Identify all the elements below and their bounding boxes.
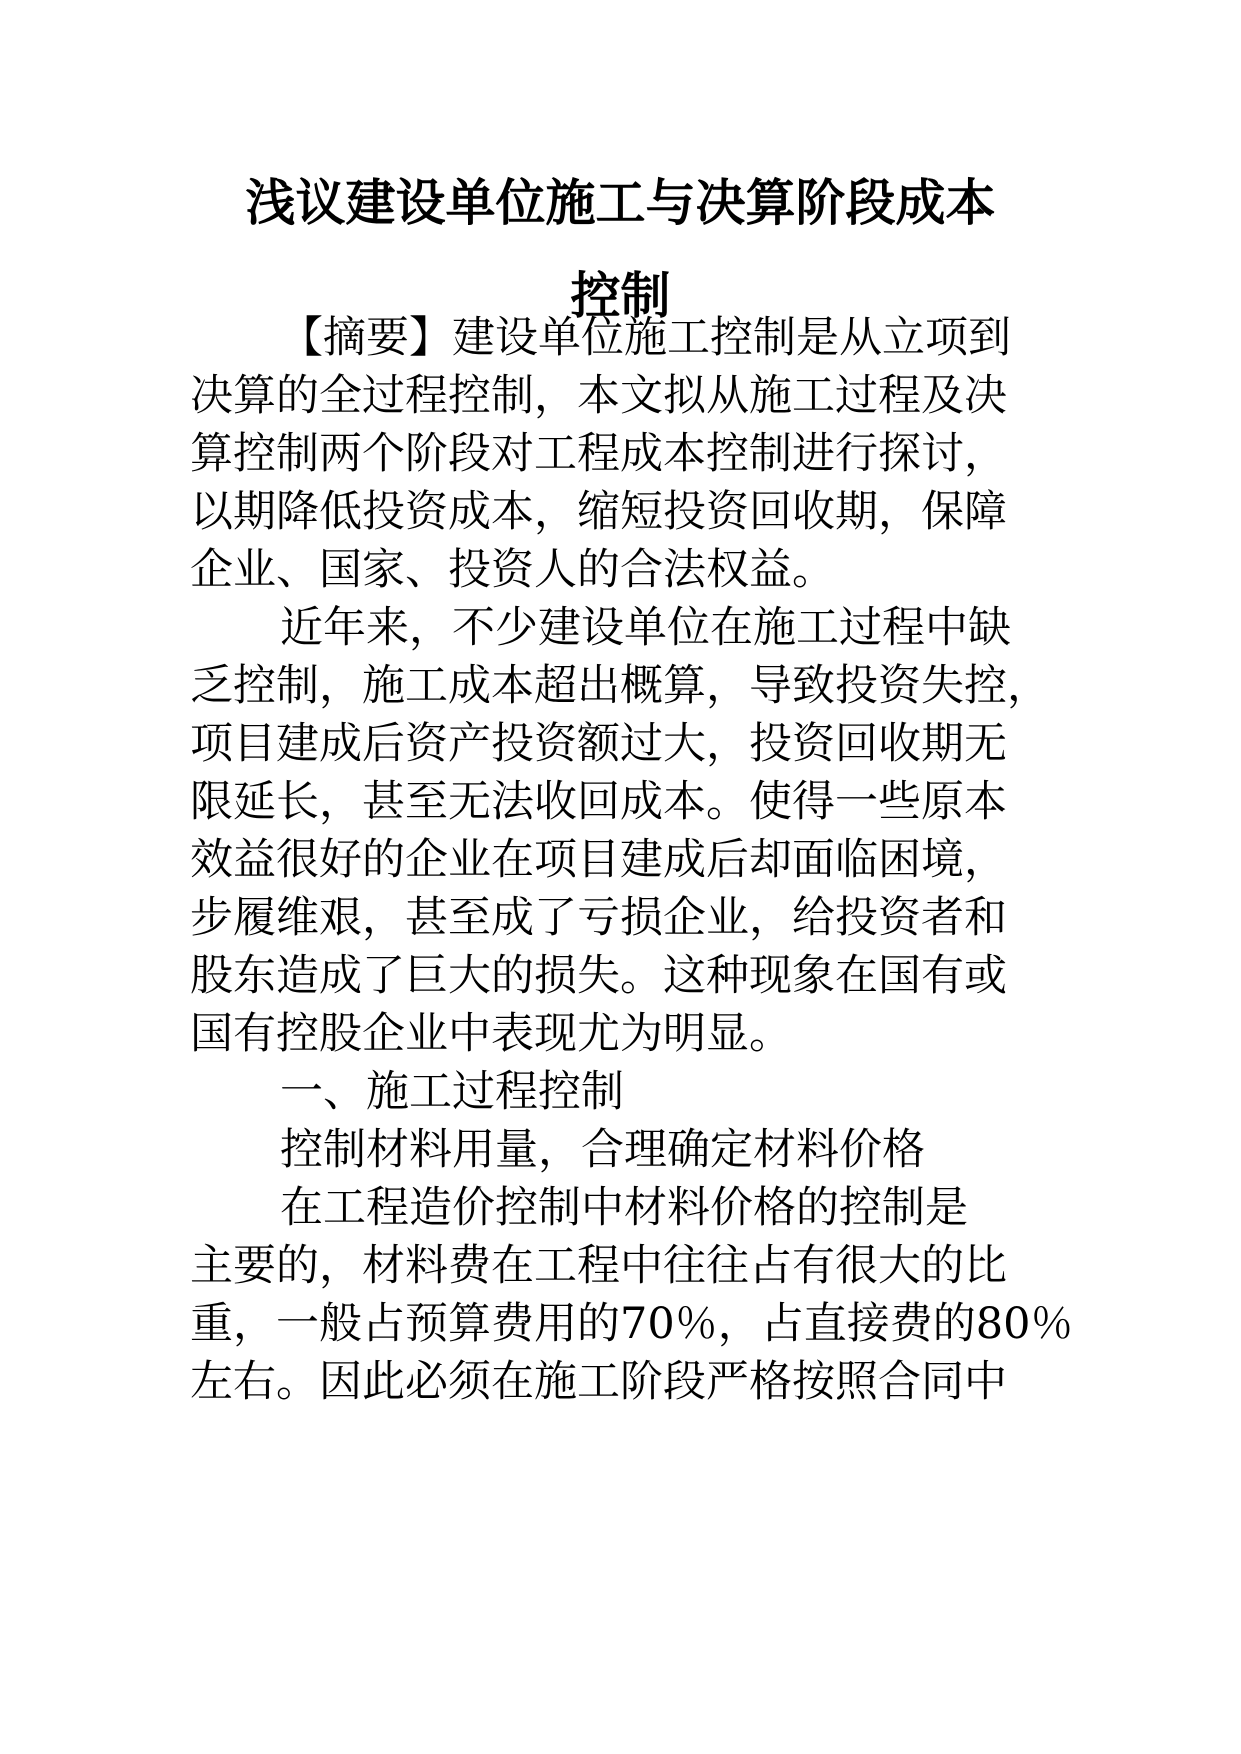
subsection-heading: 控制材料用量，合理确定材料价格 xyxy=(280,1125,925,1175)
paragraph-line: 限延长，甚至无法收回成本。使得一些原本 xyxy=(190,777,1007,827)
paragraph-line: 效益很好的企业在项目建成后却面临困境， xyxy=(190,835,1007,885)
abstract-line: 企业、国家、投资人的合法权益。 xyxy=(190,545,835,595)
paragraph-line: 在工程造价控制中材料价格的控制是 xyxy=(280,1183,968,1233)
paragraph-line: 乏控制，施工成本超出概算，导致投资失控， xyxy=(190,661,1050,711)
document-title-line-1: 浅议建设单位施工与决算阶段成本 xyxy=(245,174,996,232)
paragraph-line: 主要的，材料费在工程中往往占有很大的比 xyxy=(190,1241,1007,1291)
paragraph-line: 重，一般占预算费用的70％，占直接费的80％ xyxy=(190,1299,1074,1349)
paragraph-line: 股东造成了巨大的损失。这种现象在国有或 xyxy=(190,951,1007,1001)
document-title-line-2: 控制 xyxy=(570,267,671,325)
abstract-line: 算控制两个阶段对工程成本控制进行探讨， xyxy=(190,429,1007,479)
section-heading: 一、施工过程控制 xyxy=(280,1067,624,1117)
paragraph-line: 左右。因此必须在施工阶段严格按照合同中 xyxy=(190,1357,1007,1407)
paragraph-line: 国有控股企业中表现尤为明显。 xyxy=(190,1009,792,1059)
paragraph-line: 项目建成后资产投资额过大，投资回收期无 xyxy=(190,719,1007,769)
paragraph-line: 近年来，不少建设单位在施工过程中缺 xyxy=(280,603,1011,653)
abstract-line: 决算的全过程控制，本文拟从施工过程及决 xyxy=(190,371,1007,421)
abstract-line: 以期降低投资成本，缩短投资回收期，保障 xyxy=(190,487,1007,537)
paragraph-line: 步履维艰，甚至成了亏损企业，给投资者和 xyxy=(190,893,1007,943)
abstract-line: 【摘要】建设单位施工控制是从立项到 xyxy=(280,313,1011,363)
